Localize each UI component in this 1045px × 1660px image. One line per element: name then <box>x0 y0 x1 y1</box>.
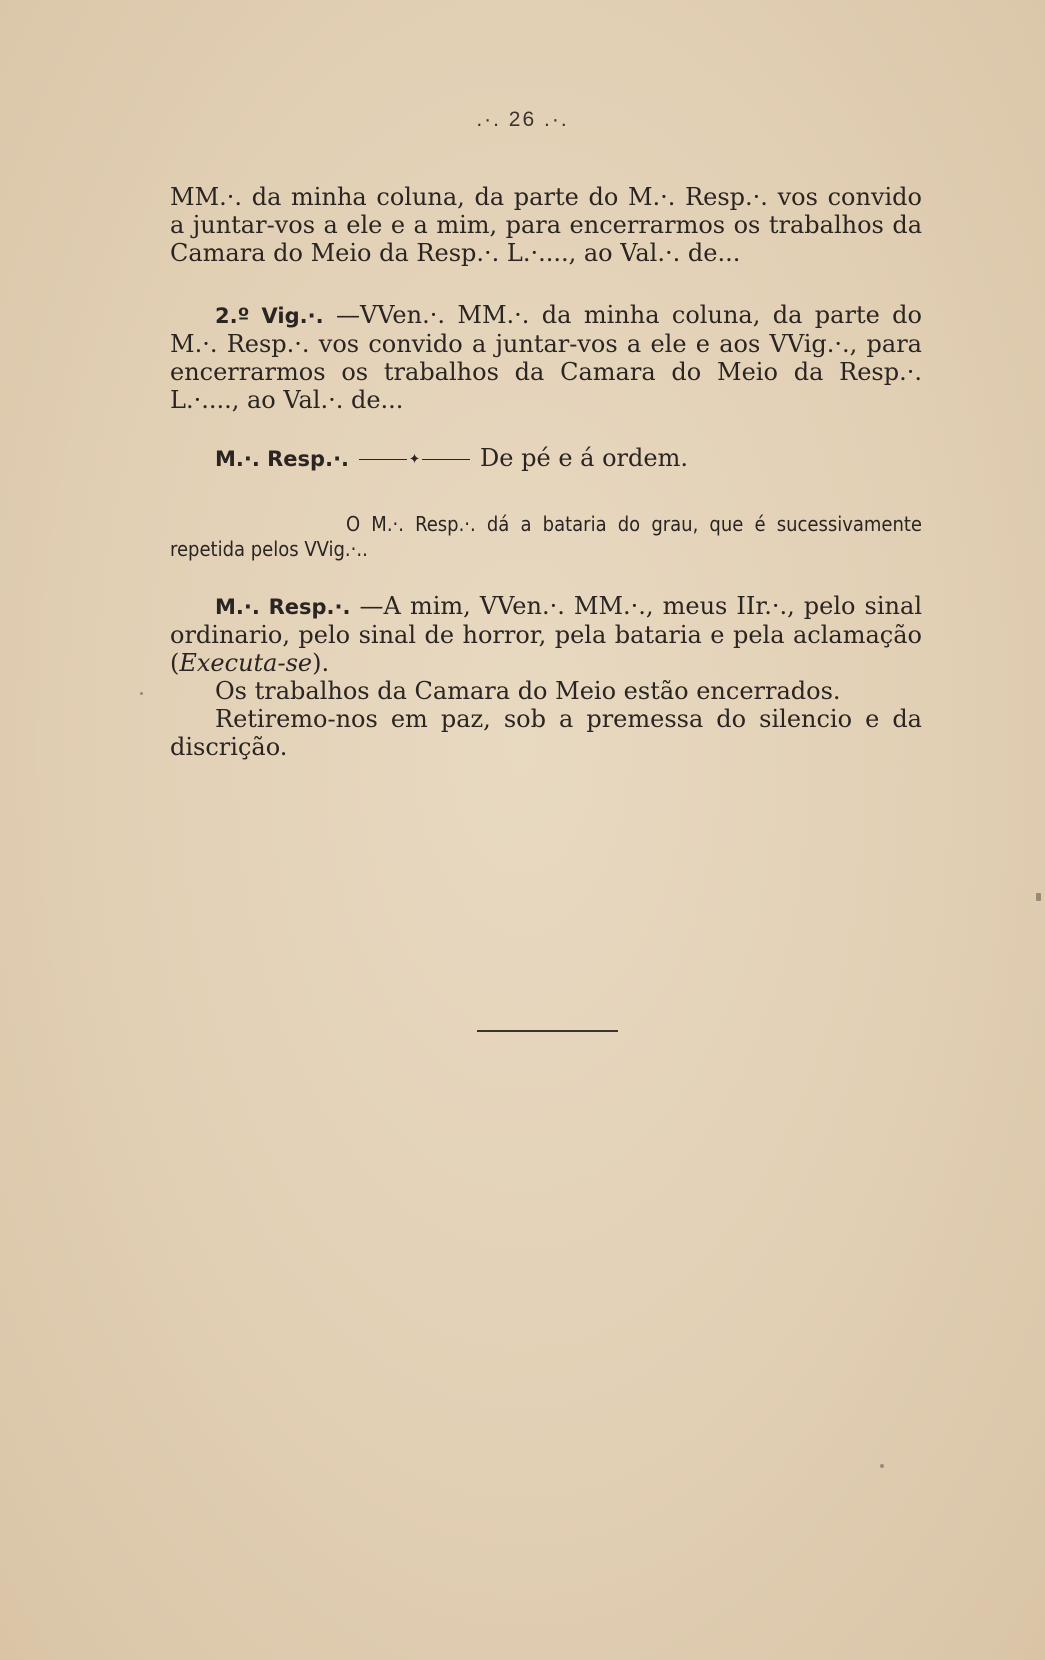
paper-speck <box>880 1464 884 1468</box>
paragraph-closing-call: MM.·. da minha coluna, da parte do M.·. Resp.·. vos convido a juntar-vos a ele e a mim, para encerrarmos os trabalhos da Camara do Meio da Resp.·. L.·...., ao Val.·. de... <box>170 183 922 267</box>
speech-text-end: ). <box>312 648 330 677</box>
italic-direction: Executa-se <box>179 648 313 677</box>
speaker-label: M.·. Resp.·. <box>215 447 350 471</box>
paper-speck <box>1036 893 1041 901</box>
end-rule-divider <box>477 1030 618 1032</box>
stage-direction: O M.·. Resp.·. dá a bataria do grau, que é sucessivamente repetida pelos VVig.·.. <box>170 511 922 561</box>
speaker-label: 2.º Vig.·. <box>215 304 324 328</box>
page-number-header: .·. 26 .·. <box>476 108 569 131</box>
speaker-label: M.·. Resp.·. <box>215 594 351 619</box>
diamond-ornament-icon: ✦ <box>408 451 421 468</box>
page-body <box>170 183 922 761</box>
speech-text: De pé e á ordem. <box>480 444 688 472</box>
paragraph-master-order <box>170 444 922 474</box>
paper-speck <box>140 692 143 695</box>
paragraph-works-closed: Os trabalhos da Camara do Meio estão encerrados. <box>215 676 841 705</box>
speech-text: —A mim, VVen.·. MM.·., meus IIr.·., pelo sinal ordinario, pelo sinal de horror, pela bataria e pela aclamação ( <box>170 591 922 677</box>
paragraph-second-warden <box>170 301 922 414</box>
speech-text: —VVen.·. MM.·. da minha coluna, da parte do M.·. Resp.·. vos convido a juntar-vos a ele e aos VVig.·., para encerrarmos os trabalhos da Camara do Meio da Resp.·. L.·...., ao Val.·. de... <box>170 301 922 414</box>
paragraph-retire-in-peace: Retiremo-nos em paz, sob a premessa do silencio e da discrição. <box>170 704 922 761</box>
dash-rule-left <box>359 459 407 460</box>
paragraph-master-acclamation <box>170 592 922 677</box>
dash-rule-right <box>422 459 470 460</box>
